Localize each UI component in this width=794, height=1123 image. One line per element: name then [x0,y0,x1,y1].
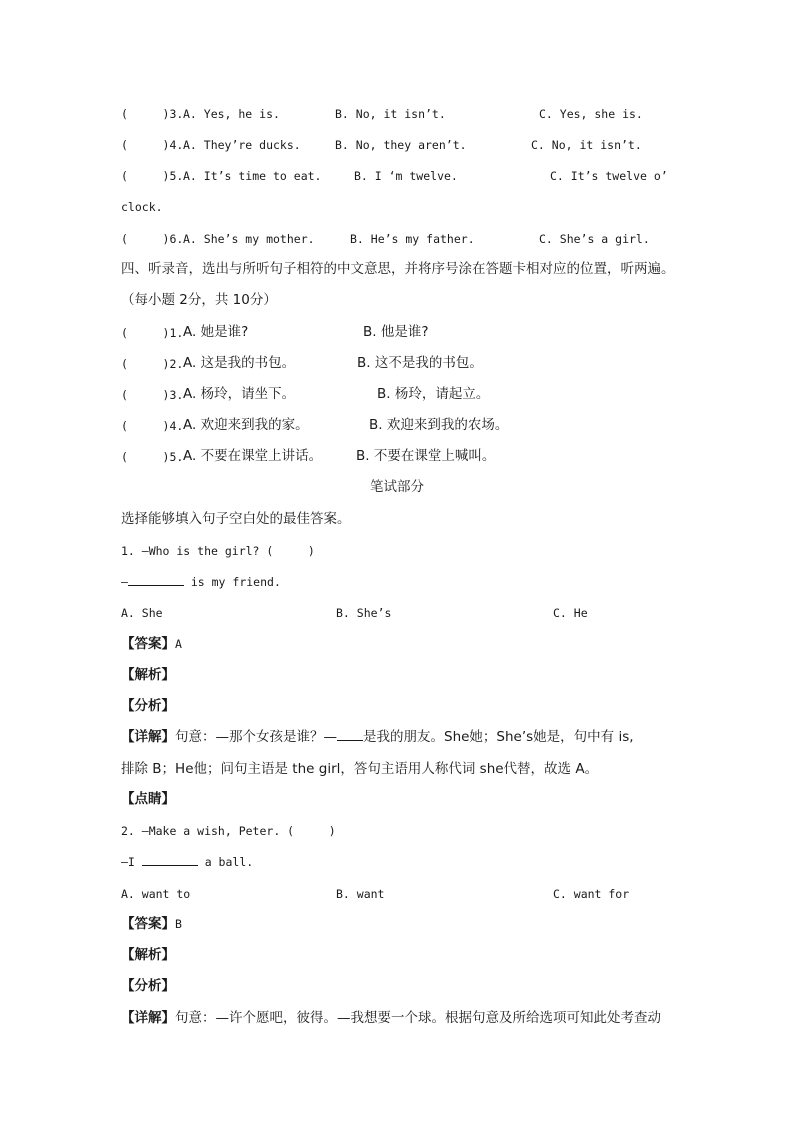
section-4-heading: 四、听录音，选出与所听句子相符的中文意思，并将序号涂在答题卡相对应的位置，听两遍。 [121,261,675,277]
option-a: A. 不要在课堂上讲话。 [183,448,323,464]
item-prefix: ( )4. [121,419,184,433]
detail-label: 【详解】 [121,1010,175,1026]
option-a: A. Yes, he is. [183,107,280,121]
item-prefix: ( )3. [121,388,184,402]
option-c: C. No, it isn’t. [531,138,642,152]
item-prefix: ( )4. [121,138,184,152]
option-a: A. 欢迎来到我的家。 [183,417,309,433]
question-1-fenxi-label: 【分析】 [121,698,175,714]
option-a: A. want to [121,887,191,901]
question-1-answer [121,636,182,652]
item-prefix: ( )5. [121,169,184,183]
option-b: B. No, it isn’t. [335,107,446,121]
item-prefix: ( )2. [121,357,184,371]
written-part-title: 笔试部分 [370,479,424,495]
option-b: B. I ‘m twelve. [354,169,458,183]
answer-label: 【答案】 [121,636,175,652]
detail-label: 【详解】 [121,729,175,745]
question-2-fenxi-label: 【分析】 [121,978,175,994]
option-b: B. He’s my father. [350,232,475,246]
question-2-answer [121,916,182,932]
item-prefix: ( )1. [121,326,184,340]
option-b: B. No, they aren’t. [335,138,467,152]
question-1-dianjing-label: 【点睛】 [121,791,175,807]
option-b: B. 他是谁? [363,324,429,340]
option-b: B. 不要在课堂上喊叫。 [356,448,496,464]
section-4-points: （每小题 2分，共 10分） [121,292,277,308]
question-1: 1. —Who is the girl? ( ) [121,544,315,558]
question-2: 2. —Make a wish, Peter. ( ) [121,824,336,838]
question-1-detail-continued: 排除 B；He他；问句主语是 the girl，答句主语用人称代词 she代替，故选 A。 [121,761,599,777]
option-a: A. They’re ducks. [183,138,301,152]
question-2-analysis-label: 【解析】 [121,947,175,963]
option-b: B. 杨玲，请起立。 [377,386,490,402]
option-c: C. He [553,606,588,620]
answer-value: A [175,637,182,651]
item-prefix: ( )3. [121,107,184,121]
option-c: C. want for [553,887,630,901]
option-b: B. 这不是我的书包。 [357,355,483,371]
option-a: A. 这是我的书包。 [183,355,296,371]
written-instruction: 选择能够填入句子空白处的最佳答案。 [121,511,351,527]
option-a: A. It’s time to eat. [183,169,322,183]
question-1-detail: 【详解】句意：—那个女孩是谁？— 是我的朋友。She她；She’s她是，句中有 is, [121,729,634,745]
answer-blank [142,855,198,866]
option-a: A. 杨玲，请坐下。 [183,386,296,402]
option-b: B. She’s [336,606,392,620]
detail-blank [337,730,363,741]
option-c: C. Yes, she is. [539,107,643,121]
question-1-analysis-label: 【解析】 [121,667,175,683]
option-c: C. It’s twelve o’ [550,169,668,183]
question-1-answer-line: — is my friend. [121,575,281,589]
answer-value: B [175,917,182,931]
item-prefix: ( )6. [121,232,184,246]
option-a: A. She’s my mother. [183,232,315,246]
option-a: A. 她是谁? [183,324,249,340]
answer-blank [128,575,184,586]
item-prefix: ( )5. [121,450,184,464]
question-2-answer-line: —I a ball. [121,855,254,869]
option-b: B. want [336,887,385,901]
option-c: C. She’s a girl. [539,232,650,246]
listening-item-5-continued: clock. [121,200,163,214]
answer-label: 【答案】 [121,916,175,932]
option-b: B. 欢迎来到我的农场。 [369,417,509,433]
option-a: A. She [121,606,163,620]
question-2-detail: 【详解】句意：—许个愿吧，彼得。—我想要一个球。根据句意及所给选项可知此处考查动 [121,1010,661,1026]
